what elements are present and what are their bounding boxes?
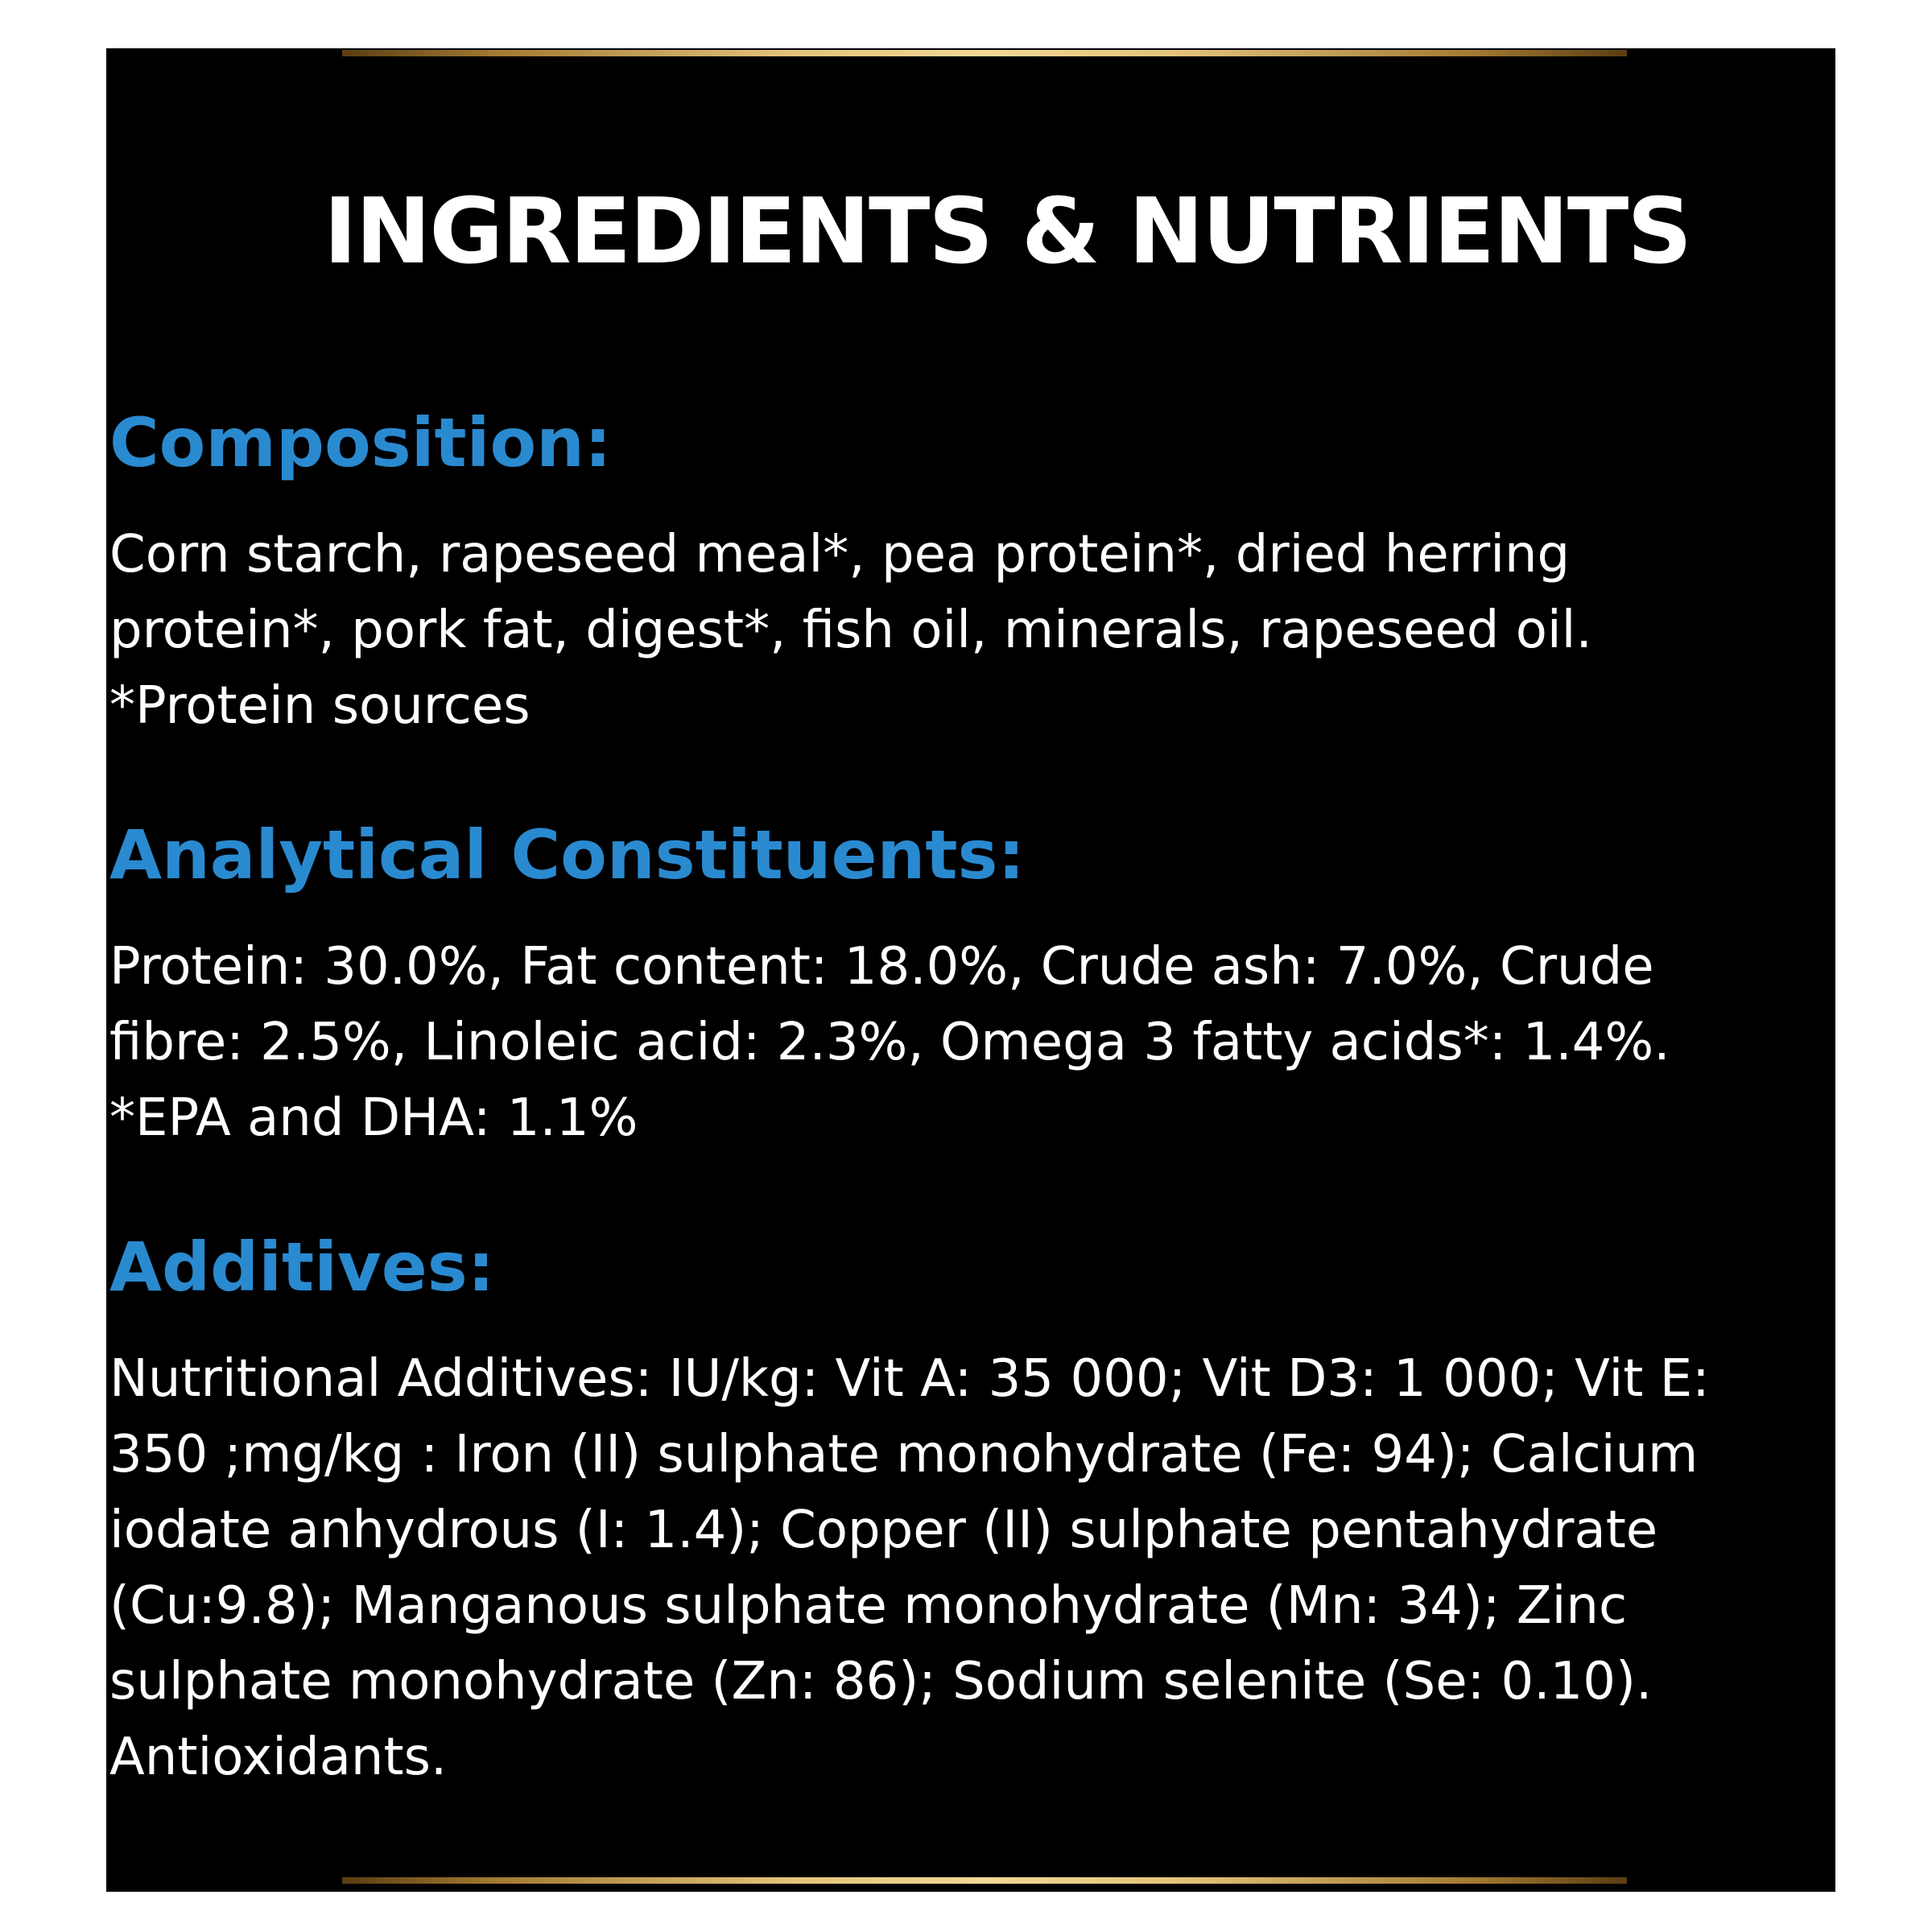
additives-line: sulphate monohydrate (Zn: 86); Sodium selenite (Se: 0.10). [109, 1652, 1653, 1711]
composition-line: protein*, pork fat, digest*, fish oil, minerals, rapeseed oil. [109, 601, 1592, 660]
additives-line: Nutritional Additives: IU/kg: Vit A: 35 000; Vit D3: 1 000; Vit E: [109, 1349, 1710, 1409]
composition-heading: Composition: [109, 403, 612, 482]
analytical-line: Protein: 30.0%, Fat content: 18.0%, Crude ash: 7.0%, Crude [109, 937, 1654, 997]
bottom-gold-divider [342, 1877, 1627, 1884]
additives-line: (Cu:9.8); Manganous sulphate monohydrate (Mn: 34); Zinc [109, 1576, 1628, 1636]
additives-heading: Additives: [109, 1228, 495, 1307]
analytical-line: *EPA and DHA: 1.1% [109, 1088, 638, 1148]
composition-line: *Protein sources [109, 676, 530, 736]
analytical-line: fibre: 2.5%, Linoleic acid: 2.3%, Omega 3 fatty acids*: 1.4%. [109, 1013, 1670, 1072]
analytical-constituents-text [109, 929, 1832, 1156]
top-gold-divider [342, 50, 1627, 56]
composition-text [109, 517, 1832, 744]
ingredients-panel [106, 48, 1835, 1892]
additives-line: iodate anhydrous (I: 1.4); Copper (II) sulphate pentahydrate [109, 1501, 1658, 1560]
composition-line: Corn starch, rapeseed meal*, pea protein*, dried herring [109, 525, 1571, 584]
additives-line: 350 ;mg/kg : Iron (II) sulphate monohydrate (Fe: 94); Calcium [109, 1425, 1699, 1484]
additives-text [109, 1341, 1832, 1795]
page-title: INGREDIENTS & NUTRIENTS [324, 180, 1690, 284]
analytical-constituents-heading: Analytical Constituents: [109, 815, 1026, 894]
additives-line: Antioxidants. [109, 1728, 448, 1787]
